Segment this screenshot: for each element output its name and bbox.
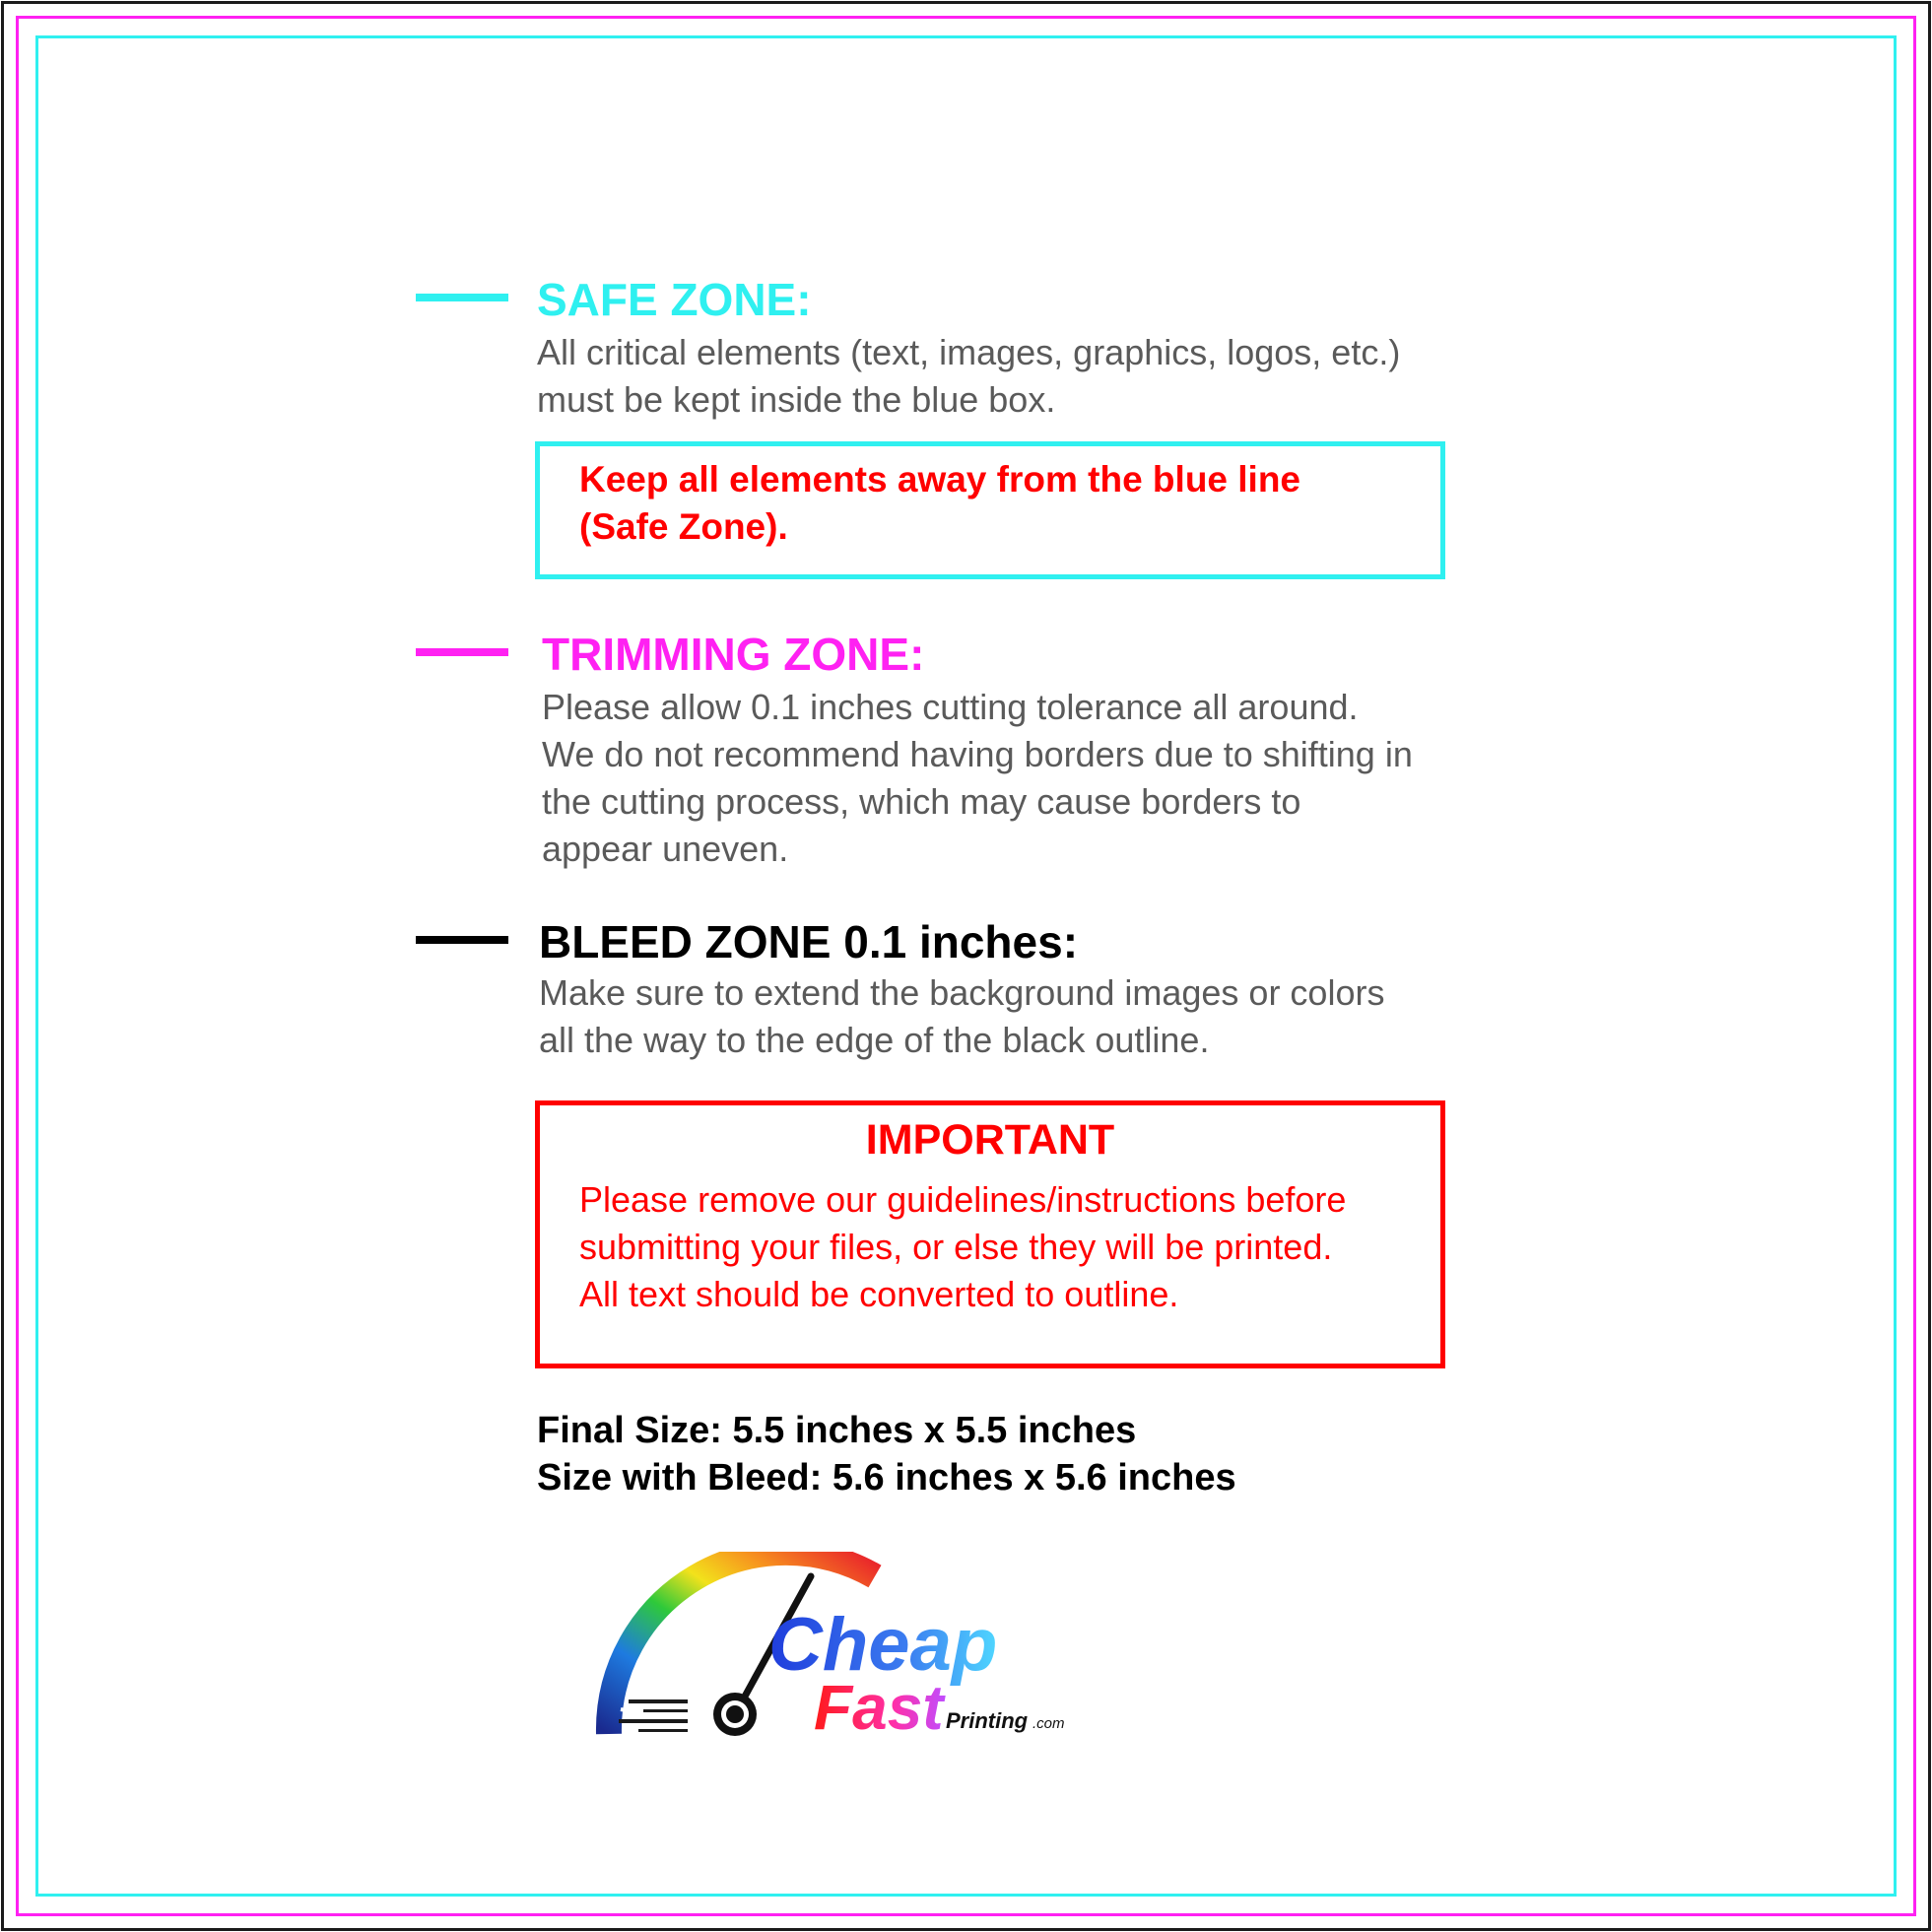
safe-zone-description — [537, 329, 1400, 424]
trimming-zone-title: TRIMMING ZONE: — [542, 629, 925, 680]
trimming-zone-swatch — [416, 648, 508, 656]
trimming-zone-line: the cutting process, which may cause borders to — [542, 781, 1301, 822]
safe-zone-callout-line: (Safe Zone). — [579, 506, 788, 547]
important-description — [579, 1176, 1346, 1318]
size-info — [537, 1407, 1236, 1501]
important-notice-box — [535, 1100, 1445, 1368]
speedometer-icon — [589, 1552, 1072, 1759]
safe-zone-swatch — [416, 294, 508, 301]
important-line: All text should be converted to outline. — [579, 1274, 1179, 1314]
trimming-zone-line: appear uneven. — [542, 829, 789, 869]
safe-zone-callout-box — [535, 441, 1445, 579]
cheapfastprinting-logo — [589, 1552, 1072, 1759]
important-title: IMPORTANT — [865, 1116, 1115, 1164]
final-size: Final Size: 5.5 inches x 5.5 inches — [537, 1410, 1137, 1451]
bleed-zone-swatch — [416, 936, 508, 944]
trimming-zone-description — [542, 684, 1413, 873]
safe-zone-line: must be kept inside the blue box. — [537, 379, 1056, 420]
logo-word-cheap: Cheap — [768, 1603, 998, 1687]
important-line: submitting your files, or else they will be printed. — [579, 1227, 1333, 1267]
safe-zone-line: All critical elements (text, images, graphics, logos, etc.) — [537, 332, 1401, 372]
logo-suffix: .com — [1033, 1715, 1065, 1732]
logo-word-fast: Fast — [814, 1672, 944, 1743]
bleed-zone-line: Make sure to extend the background images or colors — [539, 972, 1385, 1013]
safe-zone-callout — [579, 456, 1300, 551]
bleed-size: Size with Bleed: 5.6 inches x 5.6 inches — [537, 1457, 1236, 1499]
important-line: Please remove our guidelines/instructions before — [579, 1179, 1347, 1220]
trimming-zone-line: We do not recommend having borders due to shifting in — [542, 734, 1413, 774]
bleed-zone-description — [539, 969, 1384, 1064]
safe-zone-title: SAFE ZONE: — [537, 274, 812, 325]
trimming-zone-line: Please allow 0.1 inches cutting tolerance all around. — [542, 687, 1359, 727]
logo-word-printing: Printing — [946, 1708, 1029, 1733]
safe-zone-callout-line: Keep all elements away from the blue line — [579, 459, 1301, 500]
bleed-zone-line: all the way to the edge of the black outline. — [539, 1020, 1210, 1060]
bleed-zone-title: BLEED ZONE 0.1 inches: — [539, 916, 1079, 967]
